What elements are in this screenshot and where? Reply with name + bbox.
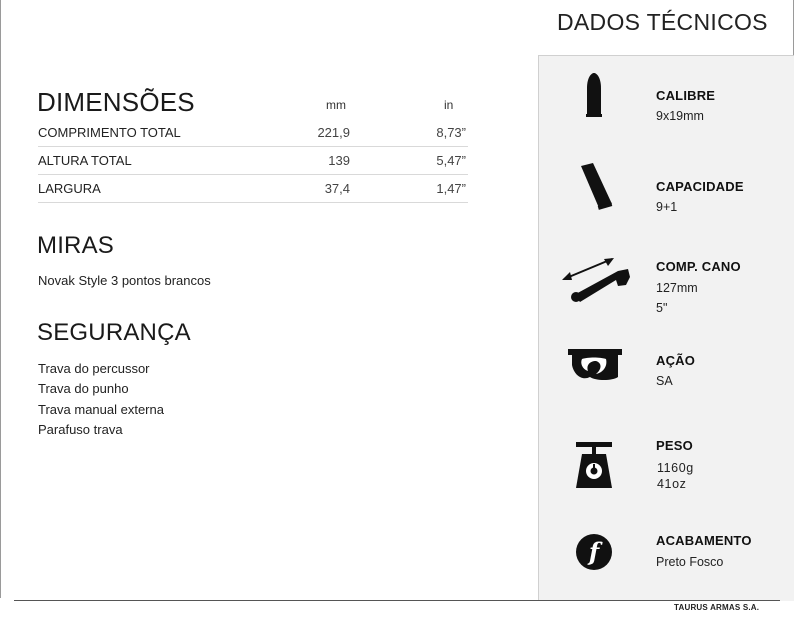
spec-label-acao: AÇÃO bbox=[656, 353, 696, 368]
svg-text:f: f bbox=[588, 537, 600, 566]
dimension-label: COMPRIMENTO TOTAL bbox=[38, 125, 181, 140]
spec-value-peso-g: 1160g bbox=[657, 461, 694, 475]
spec-label-acabamento: ACABAMENTO bbox=[656, 533, 752, 548]
seguranca-item: Parafuso trava bbox=[38, 422, 123, 437]
dimension-label: ALTURA TOTAL bbox=[38, 153, 132, 168]
spec-label-calibre: CALIBRE bbox=[656, 88, 716, 103]
seguranca-item: Trava do percussor bbox=[38, 361, 150, 376]
footer-company: TAURUS ARMAS S.A. bbox=[674, 603, 760, 612]
page-frame-left bbox=[0, 0, 1, 598]
dimension-mm-value: 139 bbox=[328, 153, 350, 168]
spec-value-capacidade: 9+1 bbox=[656, 200, 678, 214]
finish-icon bbox=[574, 532, 614, 572]
spec-value-calibre: 9x19mm bbox=[656, 109, 704, 123]
dados-tecnicos-title: DADOS TÉCNICOS bbox=[557, 9, 768, 35]
dimension-in-value: 1,47” bbox=[436, 181, 466, 196]
spec-value-acabamento: Preto Fosco bbox=[656, 555, 724, 569]
dimension-mm-value: 221,9 bbox=[317, 125, 350, 140]
spec-label-comp-cano: COMP. CANO bbox=[656, 259, 741, 274]
dimension-label: LARGURA bbox=[38, 181, 101, 196]
dimension-row-altura bbox=[38, 147, 468, 175]
scale-icon bbox=[574, 438, 614, 490]
dimension-row-comprimento bbox=[38, 119, 468, 147]
miras-title: MIRAS bbox=[37, 232, 115, 259]
column-header-in: in bbox=[444, 98, 454, 112]
spec-value-comp-cano-mm: 127mm bbox=[656, 281, 698, 295]
column-header-mm: mm bbox=[326, 98, 346, 112]
seguranca-title: SEGURANÇA bbox=[37, 319, 191, 346]
dimensoes-title: DIMENSÕES bbox=[37, 87, 195, 117]
dimension-mm-value: 37,4 bbox=[324, 181, 350, 196]
dimension-in-value: 8,73” bbox=[436, 125, 466, 140]
spec-value-peso-oz: 41oz bbox=[657, 477, 687, 491]
dimension-in-value: 5,47” bbox=[436, 153, 466, 168]
spec-value-comp-cano-in: 5" bbox=[656, 301, 668, 315]
specs-panel bbox=[538, 55, 794, 601]
bullet-icon bbox=[582, 72, 606, 118]
spec-label-peso: PESO bbox=[656, 438, 693, 453]
seguranca-item: Trava manual externa bbox=[38, 402, 164, 417]
trigger-action-icon bbox=[566, 347, 624, 383]
seguranca-item: Trava do punho bbox=[38, 381, 129, 396]
bottom-rule bbox=[14, 600, 780, 601]
spec-label-capacidade: CAPACIDADE bbox=[656, 179, 744, 194]
barrel-length-icon bbox=[560, 255, 632, 305]
dimension-row-largura bbox=[38, 175, 468, 203]
spec-value-acao: SA bbox=[656, 374, 673, 388]
miras-text: Novak Style 3 pontos brancos bbox=[38, 273, 211, 288]
magazine-icon bbox=[578, 160, 614, 210]
